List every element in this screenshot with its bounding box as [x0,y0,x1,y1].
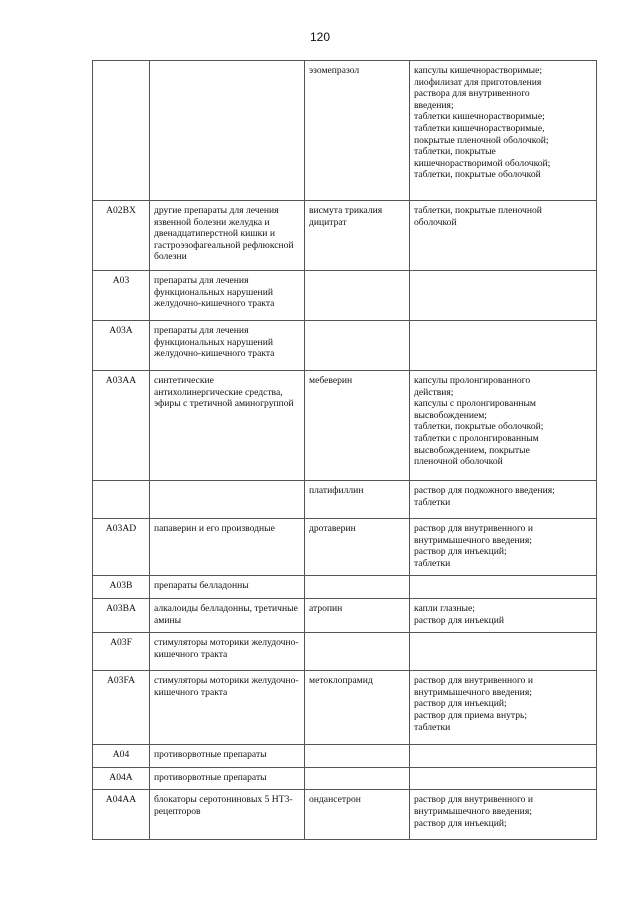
group-name-cell: противорвотные препараты [150,745,305,768]
dosage-forms-cell [410,576,597,599]
dosage-form-line: таблетки, покрытые оболочкой; [414,421,544,433]
dosage-form-line: капсулы с пролонгированным [414,398,537,410]
dosage-form-line: капсулы пролонгированного [414,375,531,386]
table-row [93,598,597,632]
dosage-form-line: таблетки кишечнорастворимые, [414,122,545,134]
atc-code-cell [93,61,150,201]
table-row [93,481,597,519]
dosage-form-line: капли глазные; [414,602,475,614]
group-name-cell [150,481,305,519]
dosage-form-line: раствор для инъекций; [414,817,507,829]
dosage-forms-cell [410,633,597,671]
dosage-form-line: таблетки [414,557,451,569]
substance-cell: ондансетрон [305,790,410,840]
table-body [93,61,597,840]
dosage-forms-cell [410,790,597,840]
atc-code-cell: A04AA [93,790,150,840]
table-row [93,790,597,840]
atc-code-cell: A03AD [93,519,150,576]
group-name-cell: препараты для лечения функциональных нарушений желудочно-кишечного тракта [150,271,305,321]
table-row [93,576,597,599]
dosage-form-line: раствор для внутривенного и [414,794,533,806]
dosage-form-line: раствор для инъекций; [414,698,507,710]
substance-cell [305,745,410,768]
dosage-form-line: введения; [414,99,454,111]
atc-code-cell: A03A [93,321,150,371]
group-name-cell: стимуляторы моторики желудочно-кишечного тракта [150,671,305,745]
dosage-form-line: таблетки [414,721,451,733]
substance-cell: эзомепразол [305,61,410,201]
dosage-form-line: раствор для инъекций [414,614,504,626]
dosage-form-line: таблетки, покрытые [414,146,496,158]
group-name-cell: папаверин и его производные [150,519,305,576]
substance-cell: платифиллин [305,481,410,519]
dosage-form-line: покрытые пленочной оболочкой; [414,134,549,146]
dosage-form-line: раствор для внутривенного и [414,523,533,534]
table-row [93,519,597,576]
substance-cell: метоклопрамид [305,671,410,745]
dosage-form-line: высвобождением, покрытые [414,444,530,456]
atc-code-cell: A03B [93,576,150,599]
dosage-form-line: капсулы кишечнорастворимые; [414,65,543,76]
dosage-form-line: кишечнорастворимой оболочкой; [414,157,551,169]
substance-cell [305,767,410,790]
dosage-form-line: таблетки кишечнорастворимые; [414,111,545,123]
atc-code-cell: A03F [93,633,150,671]
table-row [93,321,597,371]
table-row [93,61,597,201]
atc-code-cell: A02BX [93,201,150,271]
substance-cell: дротаверин [305,519,410,576]
substance-cell [305,321,410,371]
atc-code-cell: A03AA [93,371,150,481]
dosage-form-line: действия; [414,386,454,398]
dosage-form-line: раствора для внутривенного [414,88,530,100]
atc-code-cell: A03BA [93,598,150,632]
dosage-form-line: таблетки, покрытые пленочной [414,205,542,216]
medications-table [92,60,597,840]
group-name-cell [150,61,305,201]
dosage-form-line: таблетки [414,496,451,508]
dosage-form-line: раствор для внутривенного и [414,675,533,687]
group-name-cell: другие препараты для лечения язвенной болезни желудка и двенадцатиперстной кишки и гастроэзофагеальной рефлюксной болезни [150,201,305,271]
group-name-cell: противорвотные препараты [150,767,305,790]
dosage-forms-cell [410,321,597,371]
dosage-form-line: таблетки, покрытые оболочкой [414,169,541,181]
dosage-forms-cell [410,271,597,321]
atc-code-cell: A04 [93,745,150,768]
dosage-form-line: внутримышечного введения; [414,686,532,698]
dosage-forms-cell [410,371,597,481]
substance-cell: мебеверин [305,371,410,481]
group-name-cell: синтетические антихолинергические средства, эфиры с третичной аминогруппой [150,371,305,481]
group-name-cell: препараты для лечения функциональных нарушений желудочно-кишечного тракта [150,321,305,371]
substance-cell [305,271,410,321]
dosage-form-line: пленочной оболочкой [414,456,503,468]
dosage-form-line: раствор для инъекций; [414,546,507,558]
atc-code-cell: A03FA [93,671,150,745]
dosage-forms-cell [410,671,597,745]
group-name-cell: препараты белладонны [150,576,305,599]
table-row [93,671,597,745]
table-row [93,633,597,671]
table-row [93,371,597,481]
table-row [93,201,597,271]
dosage-forms-cell [410,481,597,519]
table-row [93,271,597,321]
dosage-form-line: лиофилизат для приготовления [414,76,542,88]
substance-cell [305,576,410,599]
dosage-forms-cell [410,201,597,271]
dosage-form-line: высвобождением; [414,409,487,421]
table-row [93,767,597,790]
dosage-form-line: раствор для подкожного введения; [414,485,555,496]
substance-cell: атропин [305,598,410,632]
dosage-forms-cell [410,767,597,790]
group-name-cell: стимуляторы моторики желудочно-кишечного тракта [150,633,305,671]
dosage-form-line: внутримышечного введения; [414,805,532,817]
dosage-forms-cell [410,61,597,201]
page-number: 120 [309,30,331,44]
dosage-form-line: оболочкой [414,216,457,228]
dosage-form-line: таблетки с пролонгированным [414,432,539,444]
group-name-cell: алкалоиды белладонны, третичные амины [150,598,305,632]
substance-cell: висмута трикалия дицитрат [305,201,410,271]
dosage-forms-cell [410,519,597,576]
atc-code-cell: A03 [93,271,150,321]
dosage-form-line: внутримышечного введения; [414,534,532,546]
dosage-form-line: раствор для приема внутрь; [414,709,528,721]
atc-code-cell [93,481,150,519]
dosage-forms-cell [410,598,597,632]
group-name-cell: блокаторы серотониновых 5 HT3-рецепторов [150,790,305,840]
table-row [93,745,597,768]
substance-cell [305,633,410,671]
dosage-forms-cell [410,745,597,768]
atc-code-cell: A04A [93,767,150,790]
